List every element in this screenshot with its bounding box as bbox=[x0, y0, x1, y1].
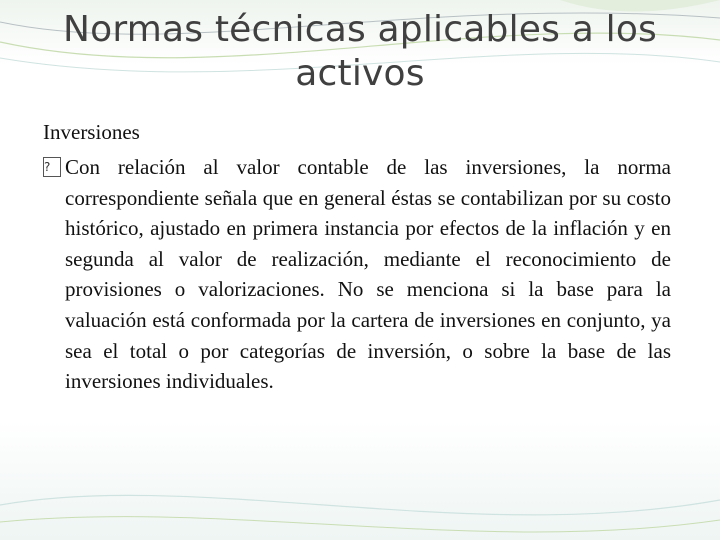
bottom-swoosh-line bbox=[0, 517, 720, 532]
section-heading: Inversiones bbox=[43, 120, 140, 144]
missing-glyph-icon bbox=[43, 157, 61, 177]
slide-title: Normas técnicas aplicables a los activos bbox=[62, 9, 658, 94]
bottom-swoosh-line bbox=[0, 495, 720, 514]
bullet-text: Con relación al valor contable de las inversiones, la norma correspondiente señala que en general éstas se contabilizan por su costo histórico, ajustado en primera instancia por efectos de la inflación y en segunda al valor de realización, mediante el reconocimiento de provisiones o valorizaciones. No se menciona si la base para la valuación está conformada por la cartera de inversiones en conjunto, ya sea el total o por categorías de inversión, o sobre la base de las inversiones individuales. bbox=[65, 155, 671, 394]
bullet-paragraph bbox=[43, 152, 671, 397]
